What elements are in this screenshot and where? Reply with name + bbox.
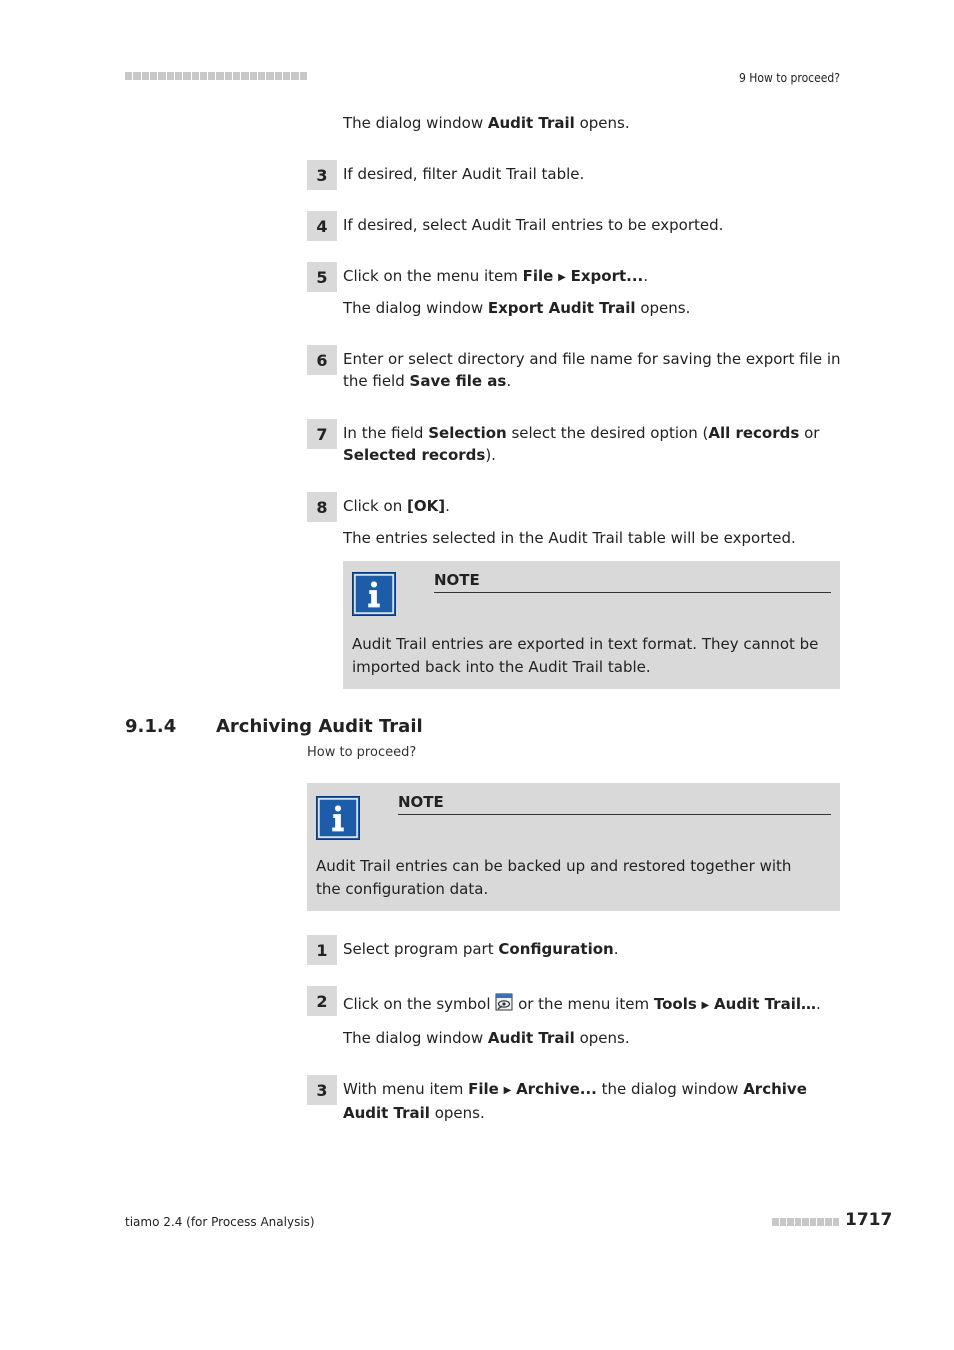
chapter-header: 9 How to proceed? [739, 71, 840, 85]
page-number: 1717 [845, 1210, 893, 1230]
step-number: 6 [307, 345, 337, 375]
step-text: Click on the symbol or the menu item Tools ▶ Audit Trail…. [343, 995, 821, 1013]
step-text: If desired, select Audit Trail entries to be exported. [343, 216, 724, 234]
step-text: Click on the menu item File ▶ Export.... [343, 267, 649, 285]
arrow-right-icon: ▶ [701, 1000, 710, 1011]
section-title: Archiving Audit Trail [216, 716, 423, 737]
step-number: 2 [307, 986, 337, 1016]
step-number: 4 [307, 211, 337, 241]
info-icon [316, 796, 360, 840]
section-number: 9.1.4 [125, 716, 177, 737]
audit-trail-icon [495, 993, 513, 1011]
step-result: The dialog window Export Audit Trail opens. [343, 299, 691, 317]
arrow-right-icon: ▶ [503, 1085, 512, 1096]
footer-decoration [772, 1218, 839, 1226]
note-title: NOTE [398, 793, 444, 811]
note-box [343, 561, 840, 689]
step-number: 3 [307, 1075, 337, 1105]
note-divider [398, 814, 831, 815]
step-number: 7 [307, 419, 337, 449]
note-text: Audit Trail entries can be backed up and restored together with the configuration data. [316, 857, 792, 898]
footer-product: tiamo 2.4 (for Process Analysis) [125, 1215, 315, 1229]
step-text: Click on [OK]. [343, 497, 450, 515]
step-text: If desired, filter Audit Trail table. [343, 165, 585, 183]
arrow-right-icon: ▶ [558, 272, 566, 283]
step-text: In the field Selection select the desired option (All records or Selected records). [343, 424, 820, 464]
step-number: 5 [307, 262, 337, 292]
header-decoration [125, 72, 307, 80]
howto-label: How to proceed? [307, 745, 417, 760]
info-icon [352, 572, 396, 616]
step-result: The entries selected in the Audit Trail table will be exported. [343, 529, 796, 547]
step-number: 3 [307, 160, 337, 190]
step-text: Enter or select directory and file name for saving the export file in the field Save file as. [343, 350, 841, 390]
note-text: Audit Trail entries are exported in text format. They cannot be imported back into the Audit Trail table. [352, 635, 819, 676]
intro-text: The dialog window Audit Trail opens. [343, 114, 630, 132]
step-text: With menu item File ▶ Archive... the dialog window Archive Audit Trail opens. [343, 1080, 807, 1122]
step-text: Select program part Configuration. [343, 940, 619, 958]
note-title: NOTE [434, 571, 480, 589]
note-box [307, 783, 840, 911]
note-divider [434, 592, 831, 593]
step-result: The dialog window Audit Trail opens. [343, 1029, 630, 1047]
step-number: 1 [307, 935, 337, 965]
step-number: 8 [307, 492, 337, 522]
